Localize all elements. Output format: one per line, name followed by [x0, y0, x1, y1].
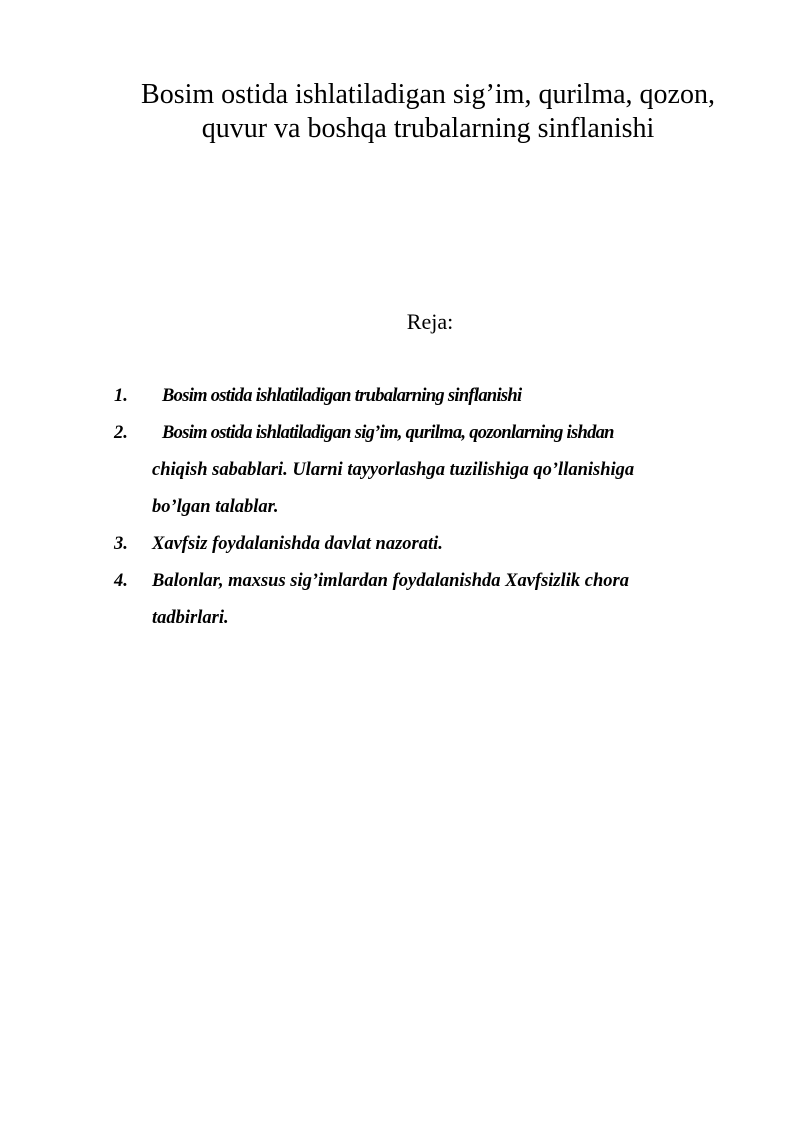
plan-heading: Reja: — [406, 309, 454, 334]
plan-item-text-continued: chiqish sabablari. Ularni tayyorlashga tuzilishiga qo’llanishiga — [152, 460, 635, 480]
plan-item-1 — [114, 378, 724, 415]
plan-item-text: Bosim ostida ishlatiladigan sig’im, qurilma, qozonlarning ishdan — [162, 423, 614, 443]
plan-item-text: Balonlar, maxsus sig’imlardan foydalanishda Xavfsizlik chora — [152, 571, 629, 591]
plan-item-text-continued: tadbirlari. — [152, 608, 229, 628]
plan-item-number: 3. — [114, 534, 128, 554]
title-line-2: quvur va boshqa trubalarning sinflanishi — [201, 113, 655, 144]
plan-item-number: 2. — [114, 423, 128, 443]
plan-item-2 — [114, 415, 724, 526]
plan-item-number: 1. — [114, 386, 128, 406]
plan-item-4 — [114, 563, 724, 637]
document-title — [100, 78, 756, 146]
plan-item-3 — [114, 526, 724, 563]
plan-list — [114, 378, 724, 637]
plan-item-text: Bosim ostida ishlatiladigan trubalarning sinflanishi — [162, 386, 522, 406]
plan-item-text-continued: bo’lgan talablar. — [152, 497, 279, 517]
plan-item-text: Xavfsiz foydalanishda davlat nazorati. — [152, 534, 443, 554]
plan-item-number: 4. — [114, 571, 128, 591]
title-line-1: Bosim ostida ishlatiladigan sig’im, qurilma, qozon, — [141, 79, 715, 110]
